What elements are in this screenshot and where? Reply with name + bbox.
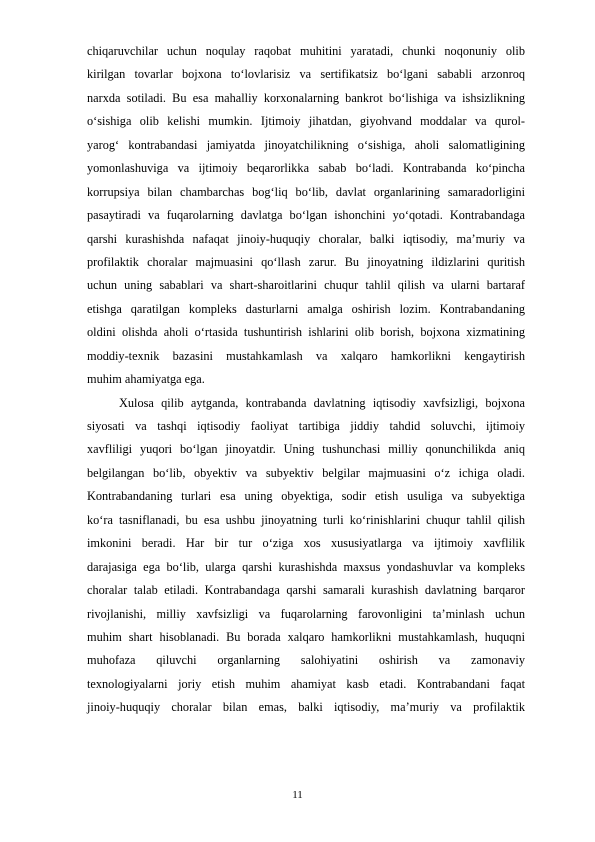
page-number: 11 [292,789,303,801]
text-line: korrupsiya bilan chambarchas bog‘liq bo‘lib, davlat organlarining samaradorligini [87,184,525,199]
text-line: o‘sishiga olib kelishi mumkin. Ijtimoiy jihatdan, giyohvand moddalar va qurol- [87,114,525,129]
text-line: darajasiga ega bo‘lib, ularga qarshi kurashishda maxsus yondashuvlar va kompleks [87,559,525,574]
text-line: oldini olishda aholi o‘rtasida tushuntirish ishlarini olib borish, bojxona xizmatining [87,325,525,340]
text-line: muhim ahamiyatga ega. [87,372,205,387]
text-line: siyosati va tashqi iqtisodiy faoliyat tartibiga jiddiy tahdid soluvchi, ijtimoiy [87,419,525,433]
text-line: jinoiy-huquqiy choralar bilan emas, balki iqtisodiy, ma’muriy va profilaktik [87,700,525,715]
text-line: belgilangan bo‘lib, obyektiv va subyektiv belgilar majmuasini o‘z ichiga oladi. [87,465,525,480]
paragraph-2 [87,392,525,720]
text-line: pasaytiradi va fuqarolarning davlatga bo‘lgan ishonchini yo‘qotadi. Kontrabandaga [87,208,525,223]
text-line: yarog‘ kontrabandasi jamiyatda jinoyatchilikning o‘sishiga, aholi salomatligining [87,137,525,152]
text-line: xavfliligi yuqori bo‘lgan jinoyatdir. Uning tushunchasi milliy qonunchilikda aniq [87,442,525,457]
text-line: yomonlashuviga va ijtimoiy beqarorlikka sabab bo‘ladi. Kontrabanda ko‘pincha [87,161,525,176]
text-line: texnologiyalarni joriy etish muhim ahamiyat kasb etadi. Kontrabandani faqat [87,676,525,691]
text-line: chiqaruvchilar uchun noqulay raqobat muhitini yaratadi, chunki noqonuniy olib [87,44,525,58]
text-line: muhofaza qiluvchi organlarning salohiyatini oshirish va zamonaviy [87,653,525,668]
text-line: choralar talab etiladi. Kontrabandaga qarshi samarali kurashish davlatning barqaror [87,583,525,598]
text-line: narxda sotiladi. Bu esa mahalliy korxonalarning bankrot bo‘lishiga va ishsizlikning [87,90,525,105]
text-line: profilaktik choralar majmuasini qo‘llash zarur. Bu jinoyatning ildizlarini quritish [87,254,525,269]
text-line: Kontrabandaning turlari esa uning obyektiga, sodir etish usuliga va subyektiga [87,489,525,504]
text-line: rivojlanishi, milliy xavfsizligi va fuqarolarning farovonligini ta’minlash uchun [87,606,525,621]
text-line: qarshi kurashishda nafaqat jinoiy-huquqiy choralar, balki iqtisodiy, ma’muriy va [87,231,525,246]
text-line: kirilgan tovarlar bojxona to‘lovlarisiz va sertifikatsiz bo‘lgani sababli arzonroq [87,67,525,82]
text-line: ko‘ra tasniflanadi, bu esa ushbu jinoyatning turli ko‘rinishlarini chuqur tahlil qilish [87,512,525,527]
text-line: imkonini beradi. Har bir tur o‘ziga xos xususiyatlarga va ijtimoiy xavflilik [87,536,525,551]
text-line: moddiy-texnik bazasini mustahkamlash va xalqaro hamkorlikni kengaytirish [87,348,525,363]
text-line: uchun uning sabablari va shart-sharoitlarini chuqur tahlil qilish va ularni bartaraf [87,278,525,293]
text-line: Xulosa qilib aytganda, kontrabanda davlatning iqtisodiy xavfsizligi, bojxona [119,395,525,410]
text-line: muhim shart hisoblanadi. Bu borada xalqaro hamkorlikni mustahkamlash, huquqni [87,629,525,644]
paragraph-1 [87,40,525,392]
text-line: etishga qaratilgan kompleks dasturlarni amalga oshirish lozim. Kontrabandaning [87,301,525,316]
page-body [87,40,525,720]
